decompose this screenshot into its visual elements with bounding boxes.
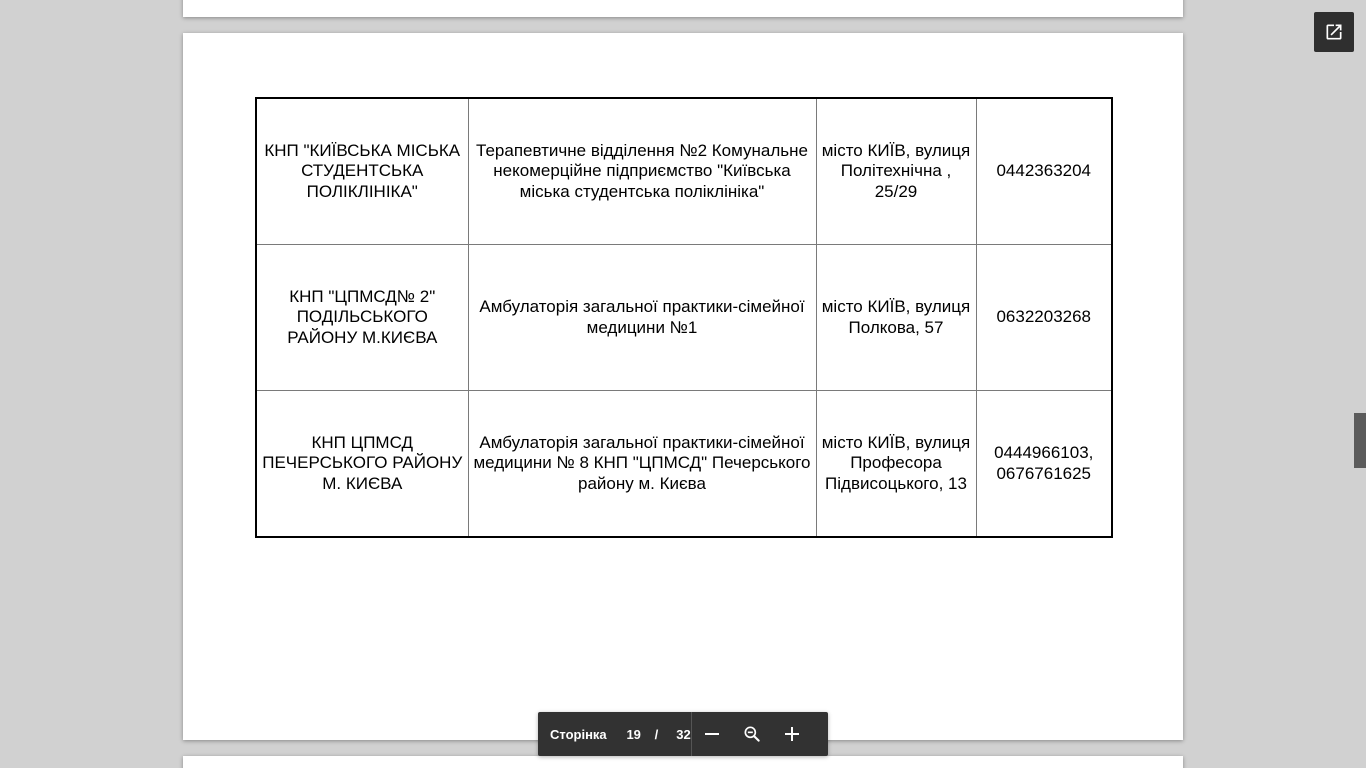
current-page-number[interactable]: 19 [626,726,641,742]
viewer-toolbar [538,712,828,756]
total-pages: 32 [676,726,691,742]
zoom-magnifier-icon [742,724,762,744]
vertical-scrollbar[interactable] [1354,0,1366,768]
phone-cell: 0442363204 [976,98,1112,245]
page-indicator [538,712,692,756]
scrollbar-thumb[interactable] [1354,413,1366,468]
division-cell: Амбулаторія загальної практики-сімейної медицини № 8 КНП "ЦПМСД" Печерського району м. Києва [468,391,816,538]
division-cell: Амбулаторія загальної практики-сімейної медицини №1 [468,245,816,391]
fit-zoom-button[interactable] [732,712,772,756]
org-cell: КНП ЦПМСД ПЕЧЕРСЬКОГО РАЙОНУ М. КИЄВА [256,391,468,538]
phone-cell: 0444966103, 0676761625 [976,391,1112,538]
address-cell: місто КИЇВ, вулиця Політехнічна , 25/29 [816,98,976,245]
org-cell: КНП "КИЇВСЬКА МІСЬКА СТУДЕНТСЬКА ПОЛІКЛІНІКА" [256,98,468,245]
page-label: Сторінка [550,726,607,742]
table-row [256,245,1112,391]
address-cell: місто КИЇВ, вулиця Полкова, 57 [816,245,976,391]
phone-cell: 0632203268 [976,245,1112,391]
facility-table [255,97,1113,538]
table-row [256,98,1112,245]
current-page [183,33,1183,740]
division-cell: Терапевтичне відділення №2 Комунальне некомерційне підприємство "Київська міська студентська поліклініка" [468,98,816,245]
previous-page [183,0,1183,17]
address-cell: місто КИЇВ, вулиця Професора Підвисоцького, 13 [816,391,976,538]
open-in-new-icon [1324,22,1344,42]
zoom-out-button[interactable] [692,712,732,756]
page-separator: / [654,726,659,742]
zoom-in-button[interactable] [772,712,812,756]
open-in-new-window-button[interactable] [1314,12,1354,52]
org-cell: КНП "ЦПМСД№ 2" ПОДІЛЬСЬКОГО РАЙОНУ М.КИЄВА [256,245,468,391]
table-row [256,391,1112,538]
plus-icon [783,725,801,743]
next-page [183,756,1183,768]
minus-icon [703,725,721,743]
